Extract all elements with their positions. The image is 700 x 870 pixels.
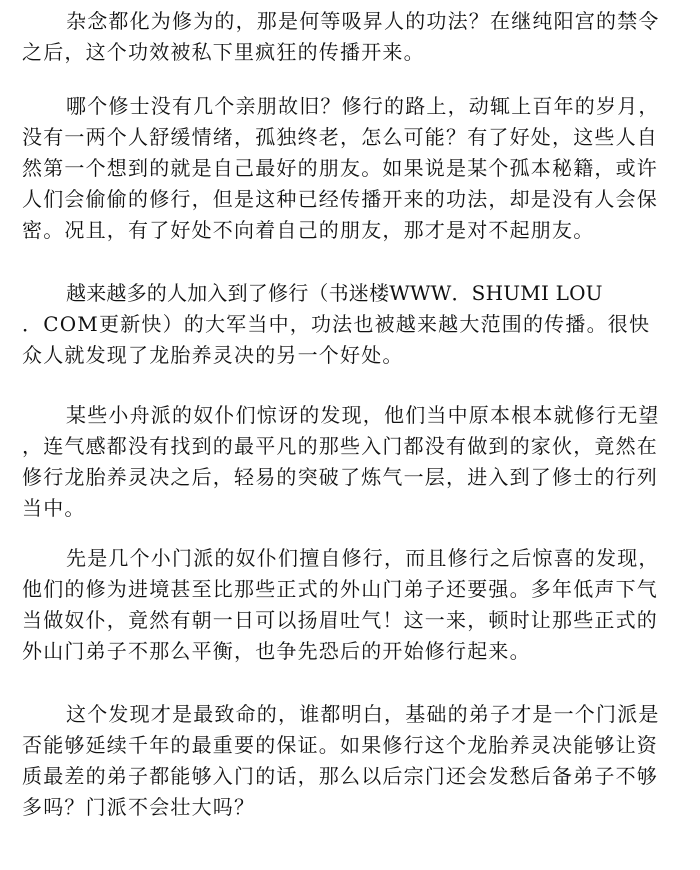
text-line: 质最差的弟子都能够入门的话，那么以后宗门还会发愁后备弟子不够 [22, 764, 658, 788]
text-line: 众人就发现了龙胎养灵决的另一个好处。 [22, 343, 404, 367]
text-line: 某些小舟派的奴仆们惊讶的发现，他们当中原本根本就修行无望 [66, 403, 660, 427]
text-line: 这个发现才是最致命的，谁都明白，基础的弟子才是一个门派是 [66, 702, 660, 726]
paragraph-1 [22, 6, 660, 68]
paragraph-2 [22, 91, 660, 246]
text-line: 他们的修为进境甚至比那些正式的外山门弟子还要强。多年低声下气 [22, 577, 658, 601]
paragraph-6 [22, 699, 660, 823]
text-line: 先是几个小门派的奴仆们擅自修行，而且修行之后惊喜的发现， [66, 546, 660, 570]
text-line: 哪个修士没有几个亲朋故旧？修行的路上，动辄上百年的岁月， [66, 94, 660, 118]
text-line: 之后，这个功效被私下里疯狂的传播开来。 [22, 40, 425, 64]
text-line: 当做奴仆，竟然有朝一日可以扬眉吐气！这一来，顿时让那些正式的 [22, 608, 658, 632]
text-line: 外山门弟子不那么平衡，也争先恐后的开始修行起来。 [22, 639, 531, 663]
text-line: 没有一两个人舒缓情绪，孤独终老，怎么可能？有了好处，这些人自 [22, 125, 658, 149]
text-line: 越来越多的人加入到了修行（书迷楼WWW．SHUMI LOU [66, 281, 603, 305]
paragraph-4 [22, 400, 660, 524]
text-line: 密。况且，有了好处不向着自己的朋友，那才是对不起朋友。 [22, 218, 595, 242]
text-line: 人们会偷偷的修行，但是这种已经传播开来的功法，却是没有人会保 [22, 187, 658, 211]
text-line: 当中。 [22, 496, 86, 520]
text-line: ，连气感都没有找到的最平凡的那些入门都没有做到的家伙，竟然在 [22, 434, 658, 458]
text-line: 然第一个想到的就是自己最好的朋友。如果说是某个孤本秘籍，或许 [22, 156, 658, 180]
text-line: 杂念都化为修为的，那是何等吸昇人的功法？在继纯阳宫的禁令 [66, 9, 660, 33]
text-line: 否能够延续千年的最重要的保证。如果修行这个龙胎养灵决能够让资 [22, 733, 658, 757]
paragraph-5 [22, 543, 660, 667]
text-line: 多吗？门派不会壮大吗？ [22, 795, 256, 819]
text-line: ．COM更新快）的大军当中，功法也被越来越大范围的传播。很快 [22, 312, 651, 336]
text-line: 修行龙胎养灵决之后，轻易的突破了炼气一层，进入到了修士的行列 [22, 465, 658, 489]
paragraph-3 [22, 278, 650, 371]
